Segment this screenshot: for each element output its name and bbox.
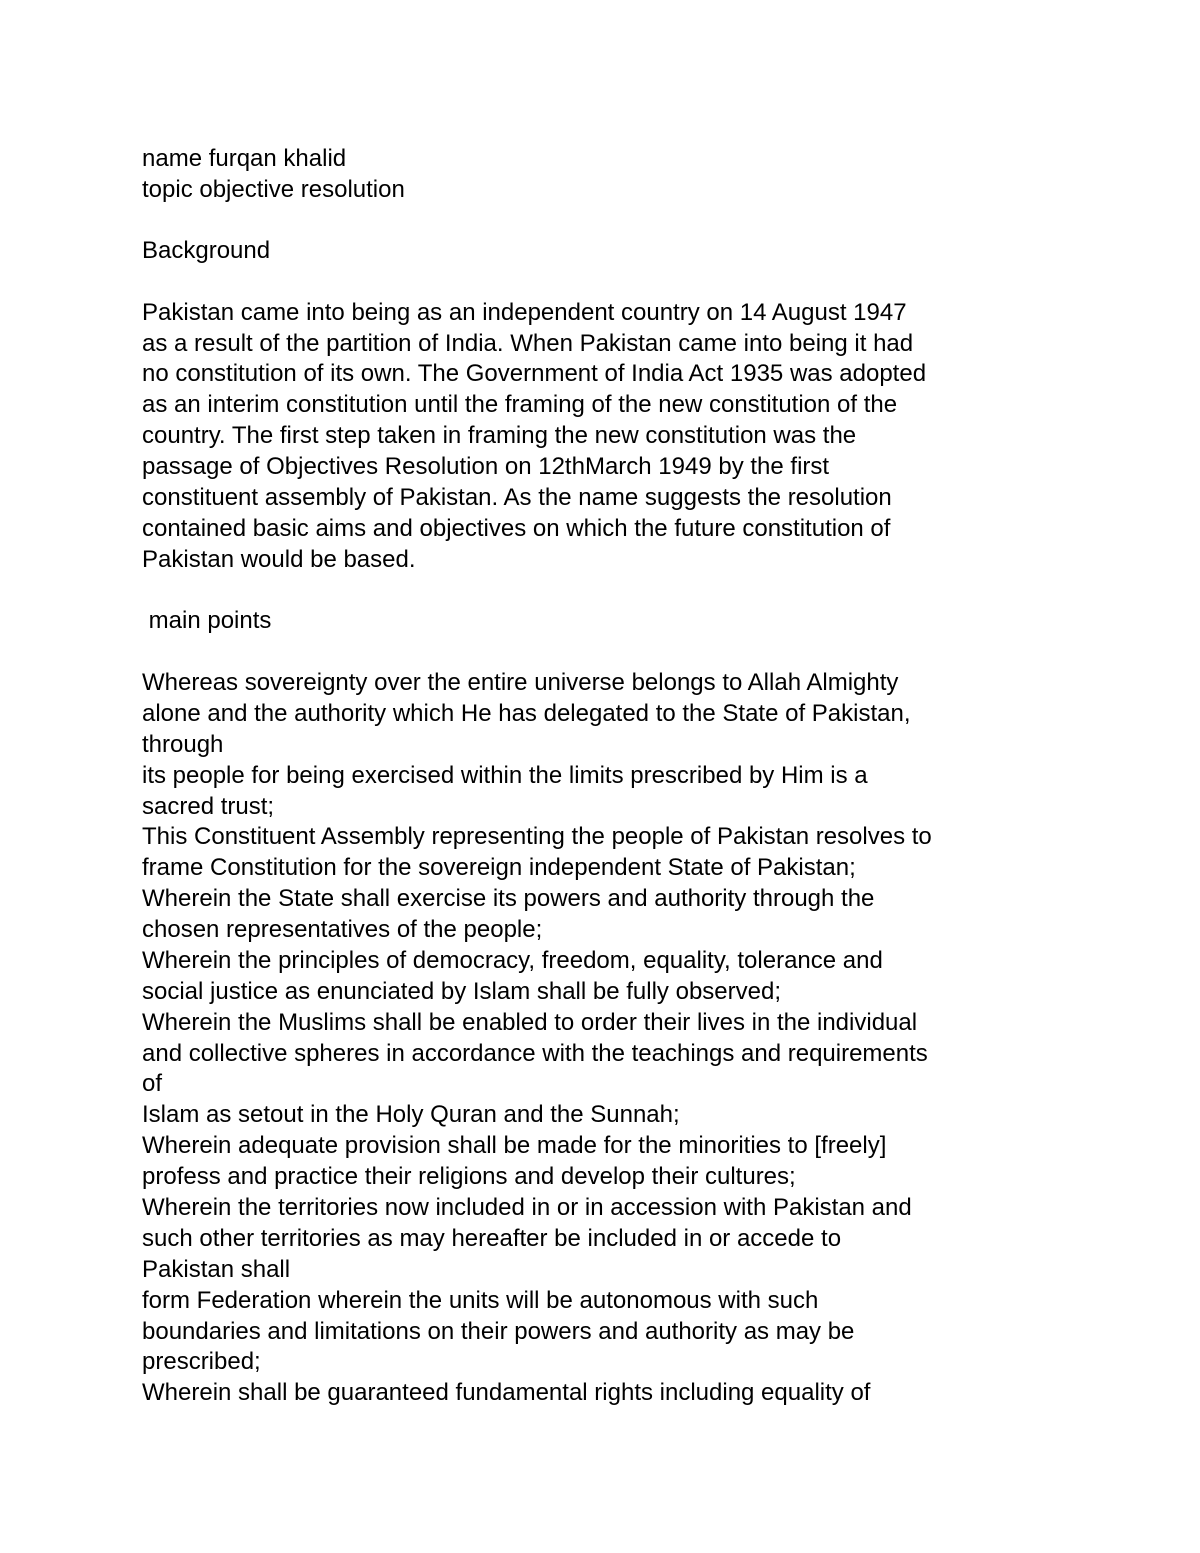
author-name-line: name furqan khalid — [142, 145, 347, 172]
resolution-line: prescribed; — [142, 1348, 261, 1375]
resolution-line: Islam as setout in the Holy Quran and the Sunnah; — [142, 1101, 680, 1128]
paragraph-line: constituent assembly of Pakistan. As the name suggests the resolution — [142, 484, 892, 511]
resolution-line: boundaries and limitations on their powers and authority as may be — [142, 1318, 855, 1345]
resolution-line: Whereas sovereignty over the entire universe belongs to Allah Almighty — [142, 669, 899, 696]
resolution-line: Wherein adequate provision shall be made for the minorities to [freely] — [142, 1132, 887, 1159]
resolution-line: social justice as enunciated by Islam shall be fully observed; — [142, 978, 781, 1005]
resolution-line: frame Constitution for the sovereign independent State of Pakistan; — [142, 854, 856, 881]
resolution-line: sacred trust; — [142, 793, 275, 820]
topic-line: topic objective resolution — [142, 176, 405, 203]
paragraph-line: passage of Objectives Resolution on 12thMarch 1949 by the first — [142, 453, 830, 480]
section-heading-main-points: main points — [142, 607, 272, 634]
section-heading-background: Background — [142, 237, 271, 264]
resolution-line: profess and practice their religions and develop their cultures; — [142, 1163, 796, 1190]
resolution-line: through — [142, 731, 224, 758]
paragraph-line: Pakistan came into being as an independent country on 14 August 1947 — [142, 299, 907, 326]
resolution-line: alone and the authority which He has delegated to the State of Pakistan, — [142, 700, 911, 727]
paragraph-line: as a result of the partition of India. When Pakistan came into being it had — [142, 330, 914, 357]
resolution-line: Wherein the principles of democracy, freedom, equality, tolerance and — [142, 947, 883, 974]
resolution-line: chosen representatives of the people; — [142, 916, 543, 943]
resolution-line: Wherein the territories now included in or in accession with Pakistan and — [142, 1194, 912, 1221]
paragraph-line: as an interim constitution until the framing of the new constitution of the — [142, 391, 898, 418]
paragraph-line: country. The first step taken in framing the new constitution was the — [142, 422, 857, 449]
resolution-line: such other territories as may hereafter be included in or accede to — [142, 1225, 842, 1252]
paragraph-line: contained basic aims and objectives on which the future constitution of — [142, 515, 891, 542]
resolution-line: form Federation wherein the units will be autonomous with such — [142, 1287, 819, 1314]
resolution-line: Wherein shall be guaranteed fundamental rights including equality of — [142, 1379, 871, 1406]
resolution-line: and collective spheres in accordance with the teachings and requirements — [142, 1040, 928, 1067]
resolution-line: Wherein the Muslims shall be enabled to order their lives in the individual — [142, 1009, 918, 1036]
paragraph-line: Pakistan would be based. — [142, 546, 416, 573]
resolution-line: its people for being exercised within the limits prescribed by Him is a — [142, 762, 868, 789]
resolution-line: This Constituent Assembly representing the people of Pakistan resolves to — [142, 823, 932, 850]
resolution-line: of — [142, 1070, 163, 1097]
resolution-line: Pakistan shall — [142, 1256, 291, 1283]
resolution-line: Wherein the State shall exercise its powers and authority through the — [142, 885, 875, 912]
paragraph-line: no constitution of its own. The Government of India Act 1935 was adopted — [142, 360, 927, 387]
